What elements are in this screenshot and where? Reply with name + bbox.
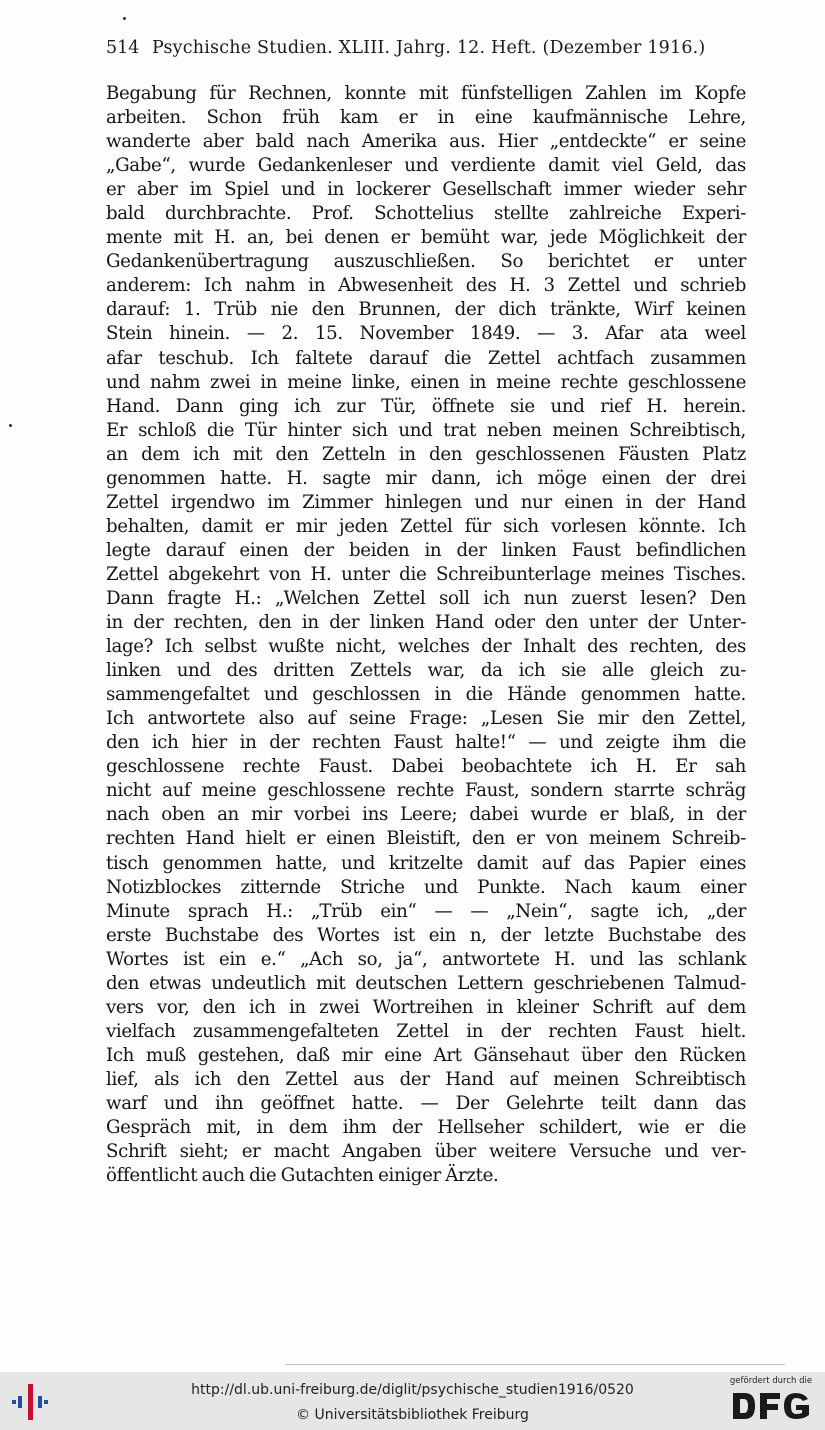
text-line: behalten, damit er mir jeden Zettel für sich vorlesen könnte. Ich	[106, 515, 746, 537]
text-line: „Gabe“, wurde Gedankenleser und verdiente damit viel Geld, das	[106, 155, 746, 177]
running-header	[106, 38, 756, 64]
text-line: afar teschub. Ich faltete darauf die Zettel achtfach zusammen	[106, 347, 746, 369]
text-line: lage? Ich selbst wußte nicht, welches der Inhalt des rechten, des	[106, 636, 746, 658]
text-line: erste Buchstabe des Wortes ist ein n, der letzte Buchstabe des	[106, 924, 746, 946]
text-line: wanderte aber bald nach Amerika aus. Hier „entdeckte“ er seine	[106, 131, 746, 153]
page-bottom-rule	[285, 1364, 785, 1365]
text-line: nach oben an mir vorbei ins Leere; dabei wurde er blaß, in der	[106, 804, 746, 826]
text-line: vielfach zusammengefalteten Zettel in der rechten Faust hielt.	[106, 1020, 746, 1042]
text-line: warf und ihn geöffnet hatte. — Der Gelehrte teilt dann das	[106, 1092, 746, 1114]
body-text	[106, 82, 746, 1188]
text-line: Zettel abgekehrt von H. unter die Schreibunterlage meines Tisches.	[106, 563, 746, 585]
text-line: sammengefaltet und geschlossen in die Hände genommen hatte.	[106, 684, 746, 706]
text-line: öffentlicht auch die Gutachten einiger Ärzte.	[106, 1165, 499, 1187]
dfg-tagline: gefördert durch die	[729, 1376, 813, 1386]
text-line: darauf: 1. Trüb nie den Brunnen, der dich tränkte, Wirf keinen	[106, 299, 746, 321]
text-line: den ich hier in der rechten Faust halte!“ — und zeigte ihm die	[106, 732, 746, 754]
scan-speck	[9, 424, 12, 427]
text-line: nicht auf meine geschlossene rechte Faust, sondern starrte schräg	[106, 780, 746, 802]
text-line: Wortes ist ein e.“ „Ach so, ja“, antwortete H. und las schlank	[106, 948, 746, 970]
text-line: den etwas undeutlich mit deutschen Lettern geschriebenen Talmud-	[106, 972, 746, 994]
dfg-logo-icon	[731, 1390, 811, 1422]
text-line: Notizblockes zitternde Striche und Punkte. Nach kaum einer	[106, 876, 746, 898]
page-number: 514	[106, 38, 140, 58]
text-line: Minute sprach H.: „Trüb ein“ — — „Nein“, sagte ich, „der	[106, 900, 746, 922]
scan-speck	[123, 17, 126, 20]
text-line: lief, als ich den Zettel aus der Hand auf meinen Schreibtisch	[106, 1068, 746, 1090]
text-line: Gedankenübertragung auszuschließen. So berichtet er unter	[106, 251, 746, 273]
text-line: und nahm zwei in meine linke, einen in meine rechte geschlossene	[106, 371, 746, 393]
text-line: Begabung für Rechnen, konnte mit fünfstelligen Zahlen im Kopfe	[106, 83, 746, 104]
text-line: tisch genommen hatte, und kritzelte damit auf das Papier eines	[106, 852, 746, 874]
text-line: arbeiten. Schon früh kam er in eine kaufmännische Lehre,	[106, 107, 746, 129]
text-line: er aber im Spiel und in lockerer Gesellschaft immer wieder sehr	[106, 179, 746, 201]
text-line: bald durchbrachte. Prof. Schottelius stellte zahlreiche Experi-	[106, 203, 746, 225]
dfg-sponsor[interactable]	[725, 1376, 817, 1426]
permalink-url[interactable]: http://dl.ub.uni-freiburg.de/diglit/psychische_studien1916/0520	[191, 1382, 634, 1398]
text-line: mente mit H. an, bei denen er bemüht war, jede Möglichkeit der	[106, 227, 746, 249]
text-line: linken und des dritten Zettels war, da ich sie alle gleich zu-	[106, 660, 746, 682]
journal-title: Psychische Studien. XLIII. Jahrg. 12. Heft. (Dezember 1916.)	[152, 38, 706, 58]
text-line: Gespräch mit, in dem ihm der Hellseher schildert, wie er die	[106, 1117, 746, 1139]
footer-bar	[0, 1372, 825, 1430]
text-line: Stein hinein. — 2. 15. November 1849. — 3. Afar ata weel	[106, 323, 746, 345]
text-line: an dem ich mit den Zetteln in den geschlossenen Fäusten Platz	[106, 443, 746, 465]
text-line: Hand. Dann ging ich zur Tür, öffnete sie und rief H. herein.	[106, 395, 746, 417]
text-line: Er schloß die Tür hinter sich und trat neben meinen Schreibtisch,	[106, 419, 746, 441]
text-line: in der rechten, den in der linken Hand oder den unter der Unter-	[106, 612, 746, 634]
text-line: Ich antwortete also auf seine Frage: „Lesen Sie mir den Zettel,	[106, 708, 746, 730]
text-line: vers vor, den ich in zwei Wortreihen in kleiner Schrift auf dem	[106, 996, 746, 1018]
text-line: Zettel irgendwo im Zimmer hinlegen und nur einen in der Hand	[106, 491, 746, 513]
text-line: geschlossene rechte Faust. Dabei beobachtete ich H. Er sah	[106, 756, 746, 778]
text-line: genommen hatte. H. sagte mir dann, ich möge einen der drei	[106, 467, 746, 489]
text-line: anderem: Ich nahm in Abwesenheit des H. 3 Zettel und schrieb	[106, 275, 746, 297]
text-line: legte darauf einen der beiden in der linken Faust befindlichen	[106, 539, 746, 561]
text-line: rechten Hand hielt er einen Bleistift, den er von meinem Schreib-	[106, 828, 746, 850]
text-line: Ich muß gestehen, daß mir eine Art Gänsehaut über den Rücken	[106, 1044, 746, 1066]
text-line: Dann fragte H.: „Welchen Zettel soll ich nun zuerst lesen? Den	[106, 587, 746, 609]
text-line: Schrift sieht; er macht Angaben über weitere Versuche und ver-	[106, 1141, 746, 1163]
copyright-notice: © Universitätsbibliothek Freiburg	[296, 1407, 529, 1423]
